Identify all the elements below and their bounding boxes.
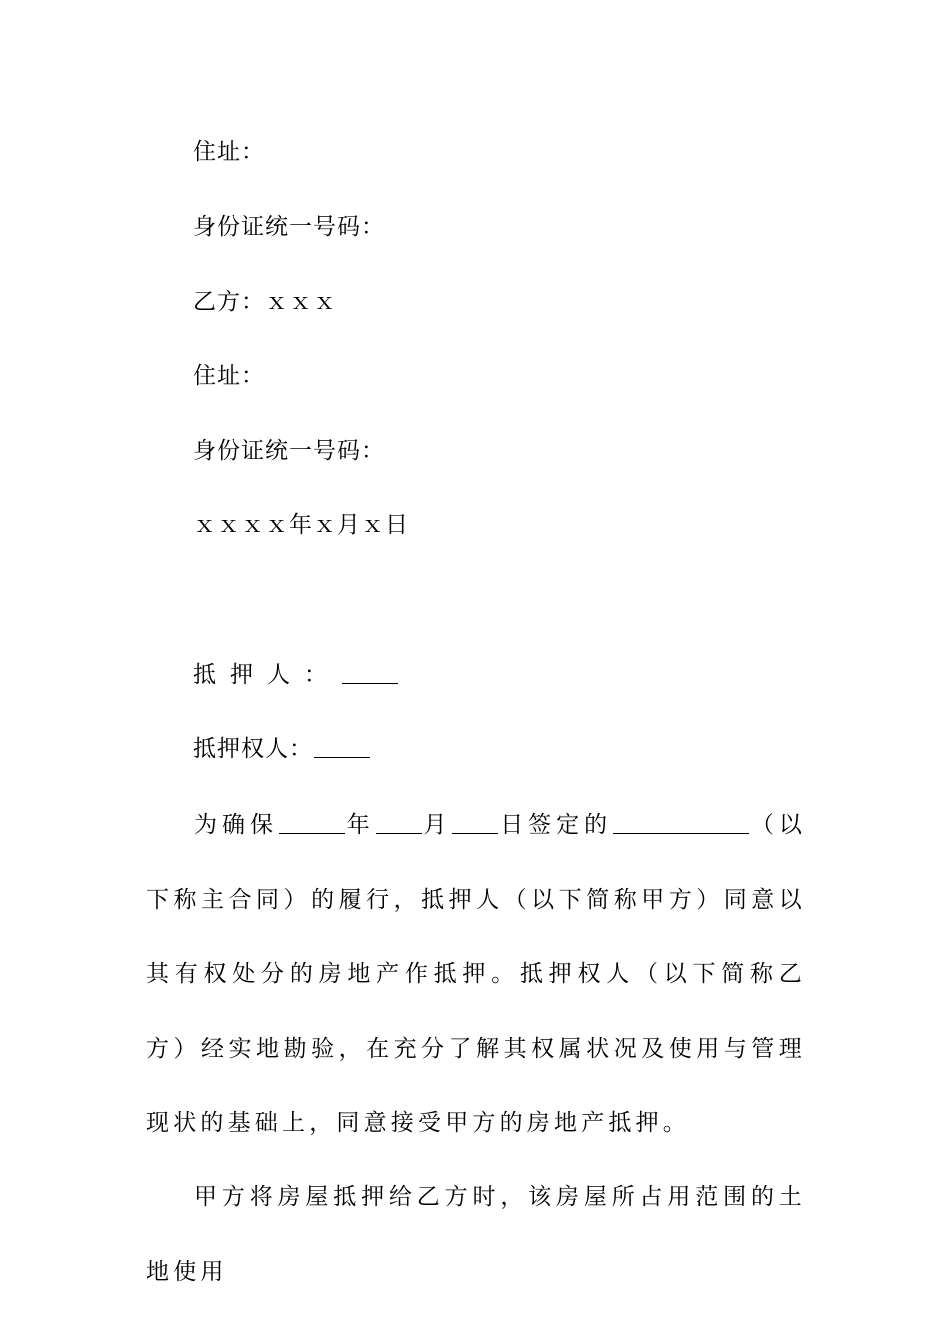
party-b-address-label: 住址： xyxy=(193,363,265,389)
para1-text-1: 为确保 xyxy=(194,812,278,838)
year-blank xyxy=(279,811,345,834)
para1-text-5: （以下称主合同）的履行，抵押人（以下简称甲方）同意以其有权处分的房地产作抵押。抵押权人（以下简称乙方）经实地勘验，在充分了解其权属状况及使用与管理现状的基础上，同意接受甲方的房地产抵押。 xyxy=(146,812,807,1136)
signing-date: ｘｘｘｘ年ｘ月ｘ日 xyxy=(193,512,409,538)
mortgagor-line xyxy=(193,660,399,690)
party-b-id-label: 身份证统一号码： xyxy=(193,438,385,464)
para1-text-2: 年 xyxy=(345,812,375,838)
month-blank xyxy=(376,811,422,834)
party-b-label: 乙方：ｘｘｘ xyxy=(193,289,337,315)
mortgagee-blank xyxy=(314,735,370,758)
party-a-id-label: 身份证统一号码： xyxy=(193,214,385,240)
land-use-paragraph: 甲方将房屋抵押给乙方时，该房屋所占用范围的土地使用 xyxy=(146,1184,806,1285)
party-a-address-label: 住址： xyxy=(193,139,265,165)
mortgagee-line xyxy=(193,734,371,764)
mortgagee-label: 抵押权人： xyxy=(193,736,313,762)
contract-name-blank xyxy=(613,811,749,834)
mortgagor-blank xyxy=(342,661,398,684)
mortgagor-label: 抵押人： xyxy=(193,662,341,688)
para1-text-3: 月 xyxy=(422,812,452,838)
day-blank xyxy=(452,811,498,834)
purpose-paragraph xyxy=(146,788,806,1161)
para1-text-4: 日签定的 xyxy=(499,812,613,838)
